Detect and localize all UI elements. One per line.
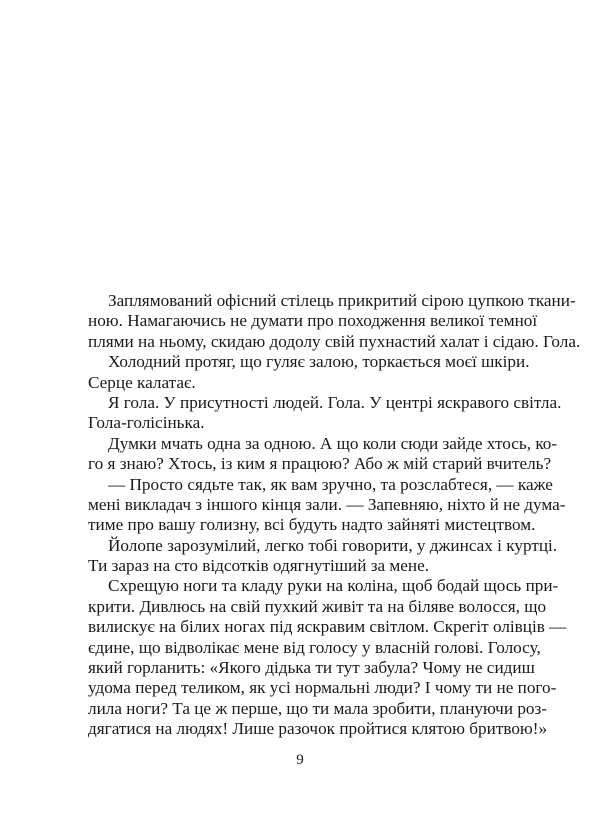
text-line: Холодний протяг, що гуляє залою, торкається моєї шкіри. — [108, 352, 530, 372]
paragraph — [88, 352, 530, 393]
paragraph — [88, 535, 558, 577]
paragraph — [88, 392, 562, 434]
text-line: вилискує на білих ногах під яскравим світлом. Скрегіт олівців — — [88, 617, 567, 637]
text-line: Думки мчать одна за одною. А що коли сюди зайде хтось, ко- — [108, 433, 558, 453]
text-line: ною. Намагаючись не думати про походження великої темної — [88, 311, 538, 331]
text-line: Схрещую ноги та кладу руки на коліна, щоб бодай щось при- — [108, 576, 559, 596]
text-line: крити. Дивлюсь на свій пухкий живіт та на біляве волосся, що — [88, 596, 547, 616]
paragraph — [88, 576, 567, 739]
text-line: Йолопе зарозумілий, легко тобі говорити, у джинсах і куртці. — [108, 535, 558, 555]
body-text — [88, 291, 581, 740]
paragraph — [88, 291, 581, 352]
text-line: який горланить: «Якого дідька ти тут забула? Чому не сидиш — [88, 658, 535, 678]
text-line: Серце калатає. — [88, 372, 196, 392]
text-line: Я гола. У присутності людей. Гола. У центрі яскравого світла. — [108, 392, 562, 412]
text-line: удома перед теликом, як усі нормальні люди? І чому ти не пого- — [88, 678, 557, 698]
paragraph — [88, 474, 566, 536]
text-line: мені викладач з іншого кінця зали. — Запевняю, ніхто й не дума- — [88, 494, 566, 514]
text-line: лила ноги? Та це ж перше, що ти мала зробити, плануючи роз- — [88, 698, 548, 718]
paragraph — [88, 433, 558, 475]
text-line: — Просто сядьте так, як вам зручно, та розслабтеся, — каже — [108, 474, 553, 494]
text-line: Гола-голісінька. — [88, 413, 205, 433]
text-line: го я знаю? Хтось, із ким я працюю? Або ж мій старий вчитель? — [88, 454, 552, 474]
text-line: тиме про вашу голизну, всі будуть надто зайняті мистецтвом. — [88, 515, 536, 535]
text-line: плями на ньому, скидаю додолу свій пухнастий халат і сідаю. Гола. — [88, 331, 581, 351]
text-line: Заплямований офісний стілець прикритий сірою цупкою ткани- — [108, 291, 576, 310]
text-line: єдине, що відволікає мене від голосу у власній голові. Голосу, — [88, 637, 541, 657]
text-line: Ти зараз на сто відсотків одягнутіший за мене. — [88, 556, 430, 576]
page-number: 9 — [296, 752, 304, 768]
text-line: дягатися на людях! Лише разочок пройтися клятою бритвою!» — [88, 719, 548, 739]
